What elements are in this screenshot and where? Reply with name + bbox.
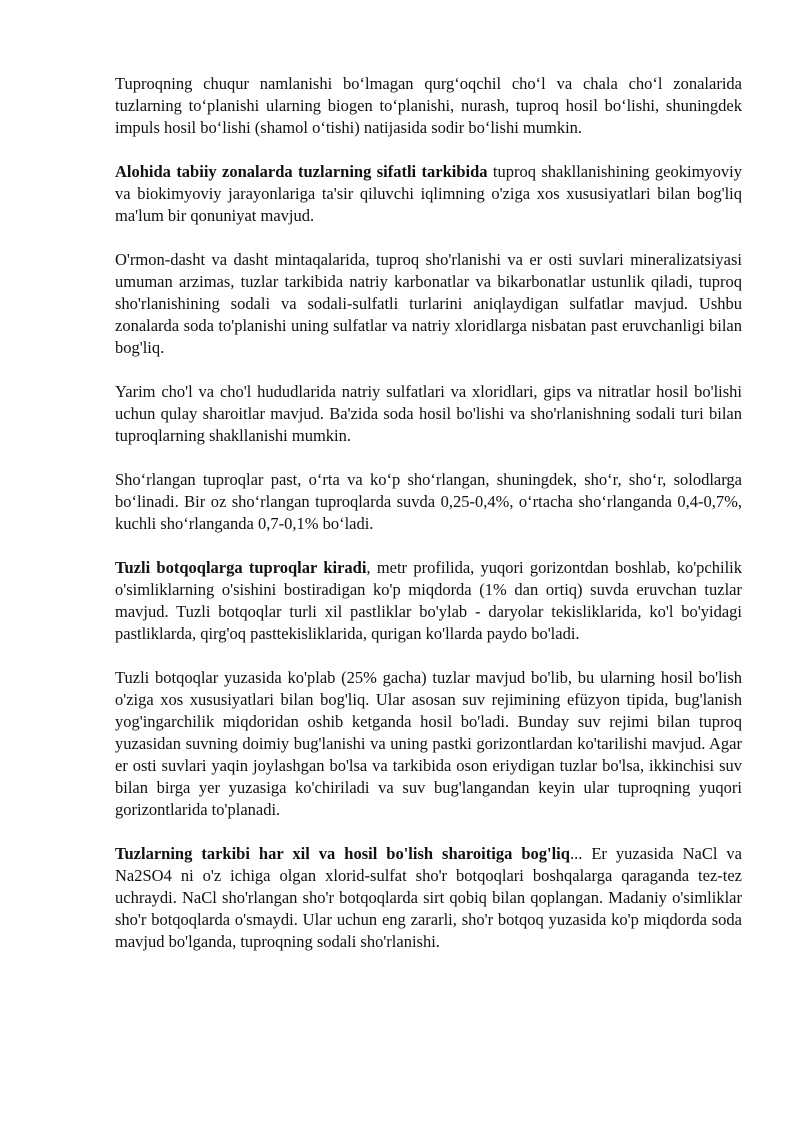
paragraph-lead-bold: Alohida tabiiy zonalarda tuzlarning sifatli tarkibida bbox=[115, 162, 488, 181]
paragraph-marsh-surface bbox=[115, 667, 742, 821]
paragraph-text: , metr profilida, yuqori gorizontdan boshlab, ko'pchilik o'simliklarning o'sishini bostiradigan ko'p miqdorda (1% dan ortiq) suvda eruvchan tuzlar mavjud. Tuzli botqoqlar turli xil pastliklar bo'ylab - daryolar tekisliklarida, ko'l bo'yidagi pastliklarda, qirg'oq pasttekisliklarida, qurigan ko'llarda paydo bo'ladi. bbox=[115, 558, 742, 643]
paragraph-text: tuproq shakllanishining geokimyoviy va biokimyoviy jarayonlariga ta'sir qiluvchi iqlimning o'ziga xos xususiyatlari bilan bog'liq ma'lum bir qonuniyat mavjud. bbox=[115, 162, 742, 225]
paragraph-lead-bold: Tuzlarning tarkibi har xil va hosil bo'lish sharoitiga bog'liq bbox=[115, 844, 570, 863]
paragraph-semi-desert bbox=[115, 381, 742, 447]
paragraph-text: ... Er yuzasida NaCl va Na2SO4 ni o'z ichiga olgan xlorid-sulfat sho'r botqoqlari boshqalarga qaraganda tez-tez uchraydi. NaCl sho'rlangan sho'r botqoqlarda sirt qobiq bilan qoplangan. Madaniy o'simliklar sho'r botqoqlarda o'smaydi. Ular uchun eng zararli, sho'r botqoq yuzasida ko'p miqdorda soda mavjud bo'lganda, tuproqning sodali sho'rlanishi. bbox=[115, 844, 743, 951]
paragraph-text: Tuproqning chuqur namlanishi boʻlmagan qurgʻoqchil choʻl va chala choʻl zonalarida tuzlarning toʻplanishi ularning biogen toʻplanishi, nurash, tuproq hosil boʻlishi, shuningdek impuls hosil boʻlishi (shamol oʻtishi) natijasida sodir boʻlishi mumkin. bbox=[115, 74, 742, 137]
paragraph-salinity-levels bbox=[115, 469, 742, 535]
paragraph-salt-types bbox=[115, 843, 742, 953]
paragraph-text: Shoʻrlangan tuproqlar past, oʻrta va koʻp shoʻrlangan, shuningdek, shoʻr, shoʻr, solodlarga boʻlinadi. Bir oz shoʻrlangan tuproqlarda suvda 0,25-0,4%, oʻrtacha shoʻrlanganda 0,4-0,7%, kuchli shoʻrlanganda 0,7-0,1% boʻladi. bbox=[115, 470, 742, 533]
document-page bbox=[115, 73, 742, 975]
paragraph-salt-composition-zones bbox=[115, 161, 742, 227]
paragraph-forest-steppe bbox=[115, 249, 742, 359]
paragraph-text: O'rmon-dasht va dasht mintaqalarida, tuproq sho'rlanishi va er osti suvlari mineralizatsiyasi umuman arzimas, tuzlar tarkibida natriy karbonatlar va bikarbonatlar ustunlik qiladi, tuproq sho'rlanishining sodali va sodali-sulfatli turlarini aniqlaydigan sulfatlar mavjud. Ushbu zonalarda soda to'planishi uning sulfatlar va natriy xloridlarga nisbatan past eruvchanligi bilan bog'liq. bbox=[115, 250, 742, 357]
paragraph-salt-marshes bbox=[115, 557, 742, 645]
paragraph-lead-bold: Tuzli botqoqlarga tuproqlar kiradi bbox=[115, 558, 367, 577]
paragraph-text: Tuzli botqoqlar yuzasida ko'plab (25% gacha) tuzlar mavjud bo'lib, bu ularning hosil bo'lish o'ziga xos xususiyatlari bilan bog'liq. Ular asosan suv rejimining efüzyon tipida, bug'lanish yog'ingarchilik miqdoridan oshib ketganda hosil bo'ladi. Bunday suv rejimi bilan tuproq yuzasidan suvning doimiy bug'lanishi va uning pastki gorizontlardan ko'tarilishi mavjud. Agar er osti suvlari yaqin joylashgan bo'lsa va tarkibida oson eriydigan tuzlar bo'lsa, ikkinchisi suv bilan birga yer yuzasiga ko'chiriladi va suv bug'langandan keyin ular tuproqning yuqori gorizontlarida to'planadi. bbox=[115, 668, 742, 819]
paragraph-text: Yarim cho'l va cho'l hududlarida natriy sulfatlari va xloridlari, gips va nitratlar hosil bo'lishi uchun qulay sharoitlar mavjud. Ba'zida soda hosil bo'lishi va sho'rlanishning sodali turi bilan tuproqlarning shakllanishi mumkin. bbox=[115, 382, 742, 445]
paragraph-salt-accumulation bbox=[115, 73, 742, 139]
